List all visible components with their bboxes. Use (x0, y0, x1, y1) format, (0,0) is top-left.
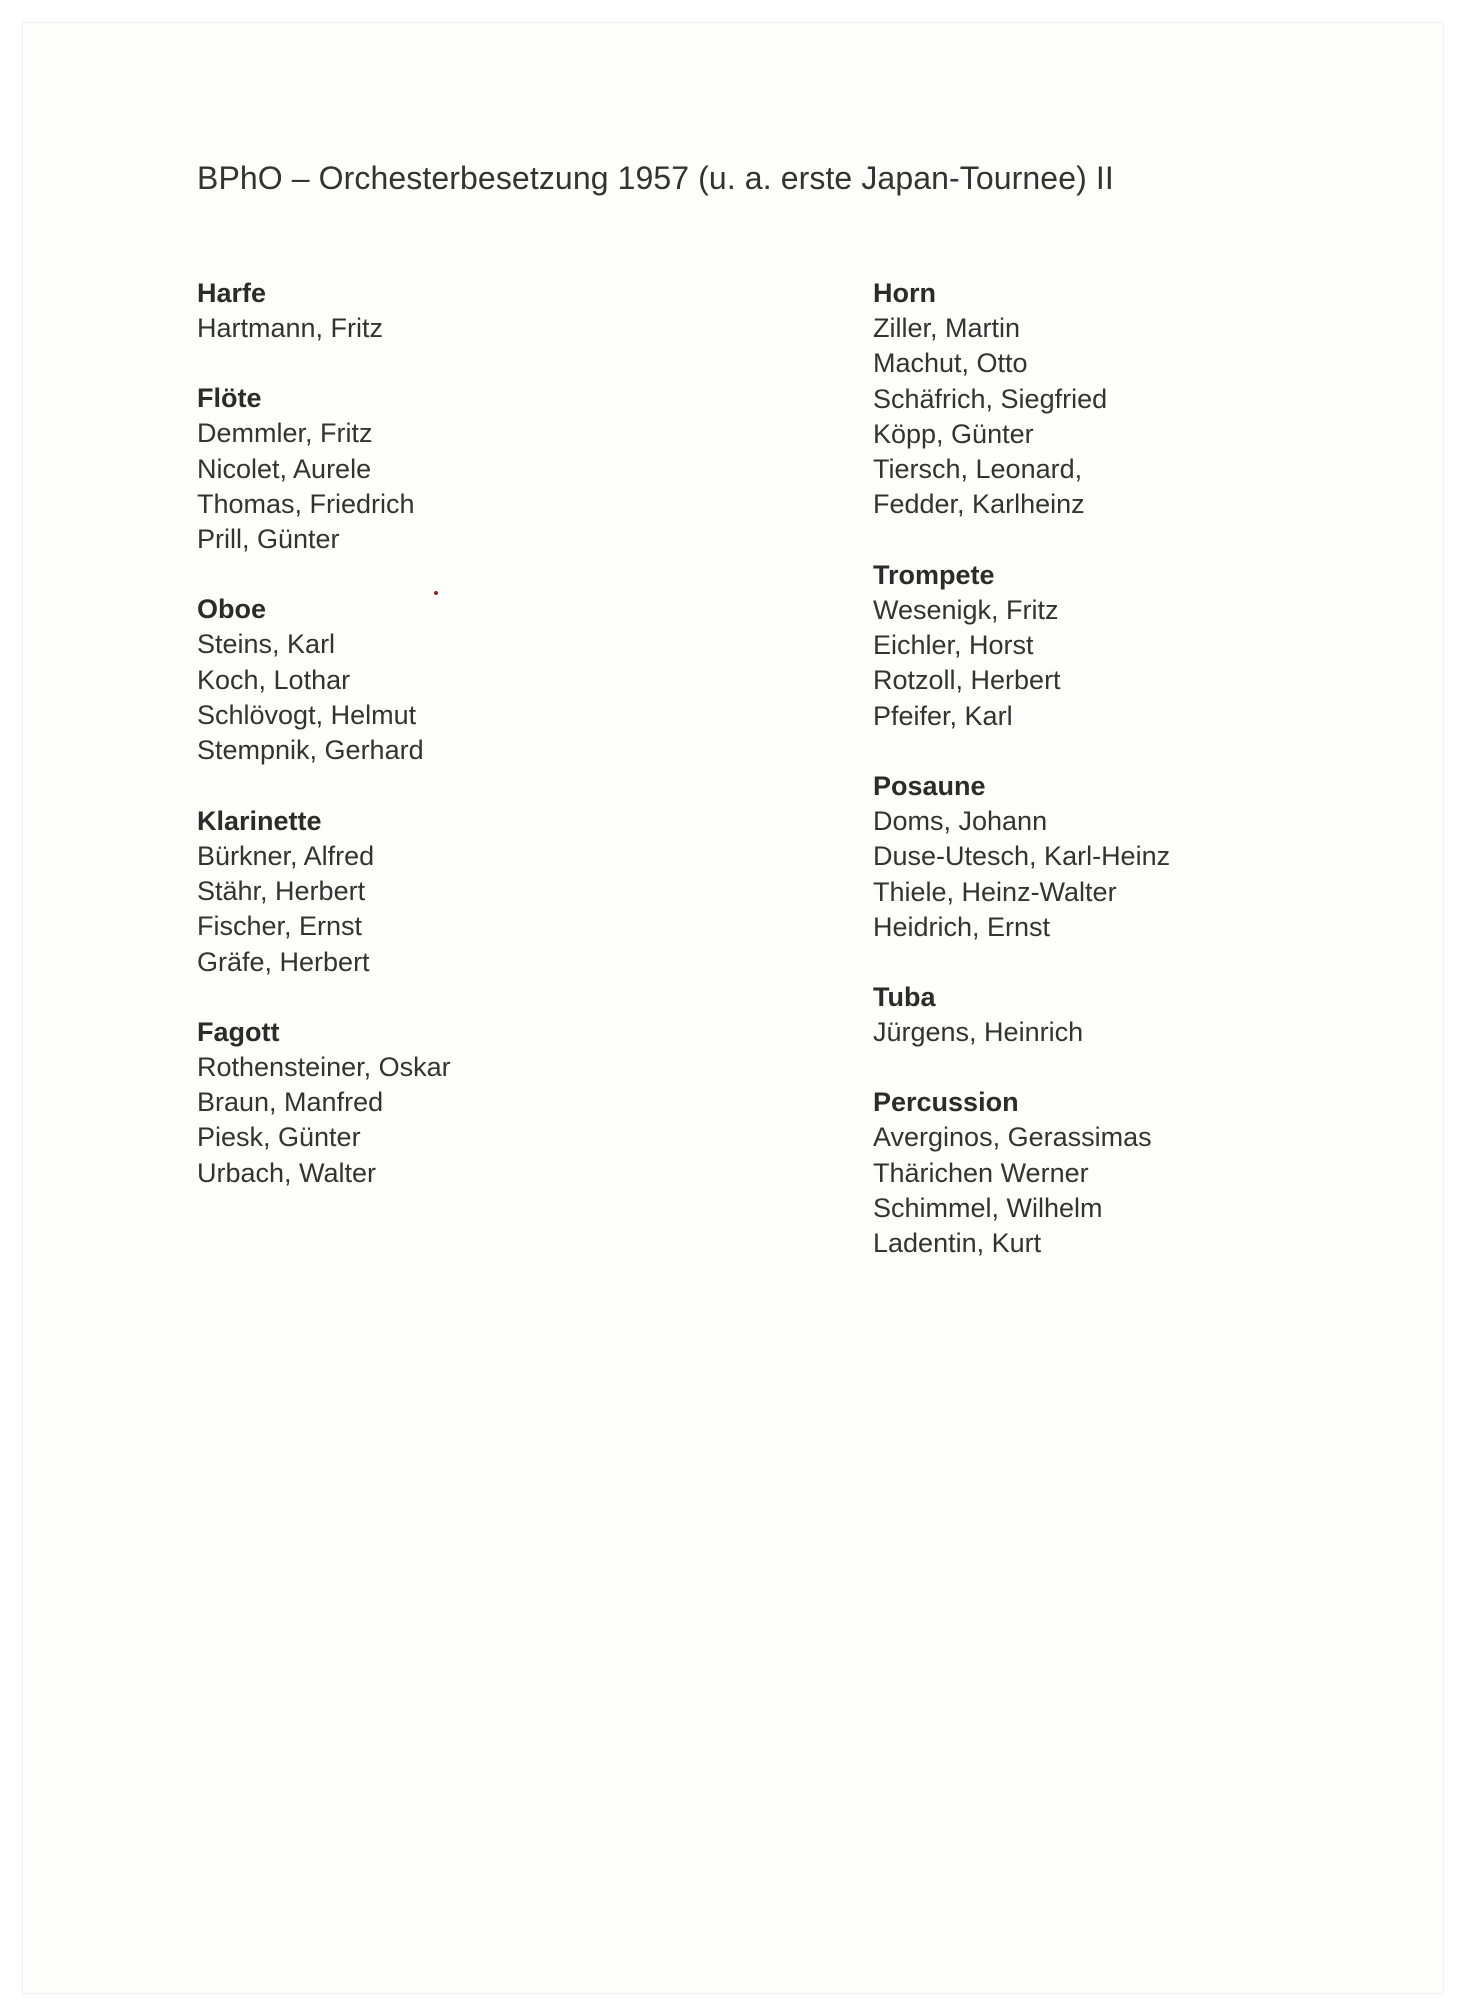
left-column (197, 276, 757, 1226)
member-list (873, 1120, 1433, 1261)
member-list (873, 311, 1433, 523)
member-list (197, 1050, 757, 1191)
member-list (197, 311, 757, 346)
section-harfe (197, 276, 757, 346)
member-name: Demmler, Fritz (197, 418, 373, 449)
section-floete (197, 381, 757, 557)
member-name: Urbach, Walter (197, 1157, 377, 1188)
member-name: Nicolet, Aurele (197, 453, 372, 484)
section-trompete (873, 558, 1433, 734)
member-name: Fedder, Karlheinz (873, 489, 1085, 520)
section-heading: Oboe (197, 594, 267, 625)
member-name: Doms, Johann (873, 805, 1048, 836)
member-name: Piesk, Günter (197, 1122, 361, 1153)
section-heading: Fagott (197, 1016, 280, 1047)
section-tuba (873, 980, 1433, 1050)
section-heading: Horn (873, 278, 936, 308)
member-name: Schäfrich, Siegfried (873, 383, 1108, 414)
member-name: Braun, Manfred (197, 1087, 384, 1118)
member-name: Bürkner, Alfred (197, 840, 375, 871)
member-name: Ladentin, Kurt (873, 1228, 1042, 1259)
member-name: Hartmann, Fritz (197, 313, 384, 343)
section-heading: Posaune (873, 770, 986, 801)
member-name: Prill, Günter (197, 524, 340, 555)
member-name: Duse-Utesch, Karl-Heinz (873, 841, 1171, 872)
section-percussion (873, 1085, 1433, 1261)
member-list (197, 416, 757, 557)
member-name: Stähr, Herbert (197, 875, 366, 906)
right-column (873, 276, 1433, 1297)
section-heading: Harfe (197, 278, 267, 308)
member-list (873, 593, 1433, 734)
member-list (197, 627, 757, 768)
member-list (873, 1015, 1433, 1050)
member-name: Pfeifer, Karl (873, 700, 1013, 731)
member-name: Koch, Lothar (197, 664, 351, 695)
member-name: Stempnik, Gerhard (197, 735, 424, 766)
member-name: Steins, Karl (197, 629, 336, 660)
member-name: Köpp, Günter (873, 418, 1034, 449)
member-name: Machut, Otto (873, 348, 1028, 379)
section-fagott (197, 1015, 757, 1191)
section-heading: Percussion (873, 1087, 1019, 1118)
document-title: BPhO – Orchesterbesetzung 1957 (u. a. erste Japan-Tournee) II (197, 160, 1114, 196)
section-klarinette (197, 804, 757, 980)
member-name: Eichler, Horst (873, 630, 1034, 661)
member-name: Heidrich, Ernst (873, 911, 1051, 942)
member-name: Fischer, Ernst (197, 911, 363, 942)
section-posaune (873, 769, 1433, 945)
member-name: Ziller, Martin (873, 313, 1021, 343)
section-heading: Flöte (197, 383, 262, 414)
section-heading: Klarinette (197, 805, 322, 836)
member-name: Gräfe, Herbert (197, 946, 370, 977)
section-oboe (197, 592, 757, 768)
member-name: Schimmel, Wilhelm (873, 1193, 1103, 1224)
member-name: Rotzoll, Herbert (873, 665, 1061, 696)
scan-speck (434, 591, 438, 595)
section-heading: Trompete (873, 559, 995, 590)
member-name: Jürgens, Heinrich (873, 1017, 1084, 1048)
member-list (197, 839, 757, 980)
member-name: Tiersch, Leonard, (873, 454, 1083, 485)
member-name: Schlövogt, Helmut (197, 700, 417, 731)
member-name: Thärichen Werner (873, 1157, 1089, 1188)
section-horn (873, 276, 1433, 523)
member-name: Thomas, Friedrich (197, 488, 415, 519)
member-name: Rothensteiner, Oskar (197, 1051, 451, 1082)
member-name: Wesenigk, Fritz (873, 594, 1059, 625)
member-name: Thiele, Heinz-Walter (873, 876, 1117, 907)
section-heading: Tuba (873, 982, 936, 1013)
member-name: Averginos, Gerassimas (873, 1122, 1152, 1153)
member-list (873, 804, 1433, 945)
